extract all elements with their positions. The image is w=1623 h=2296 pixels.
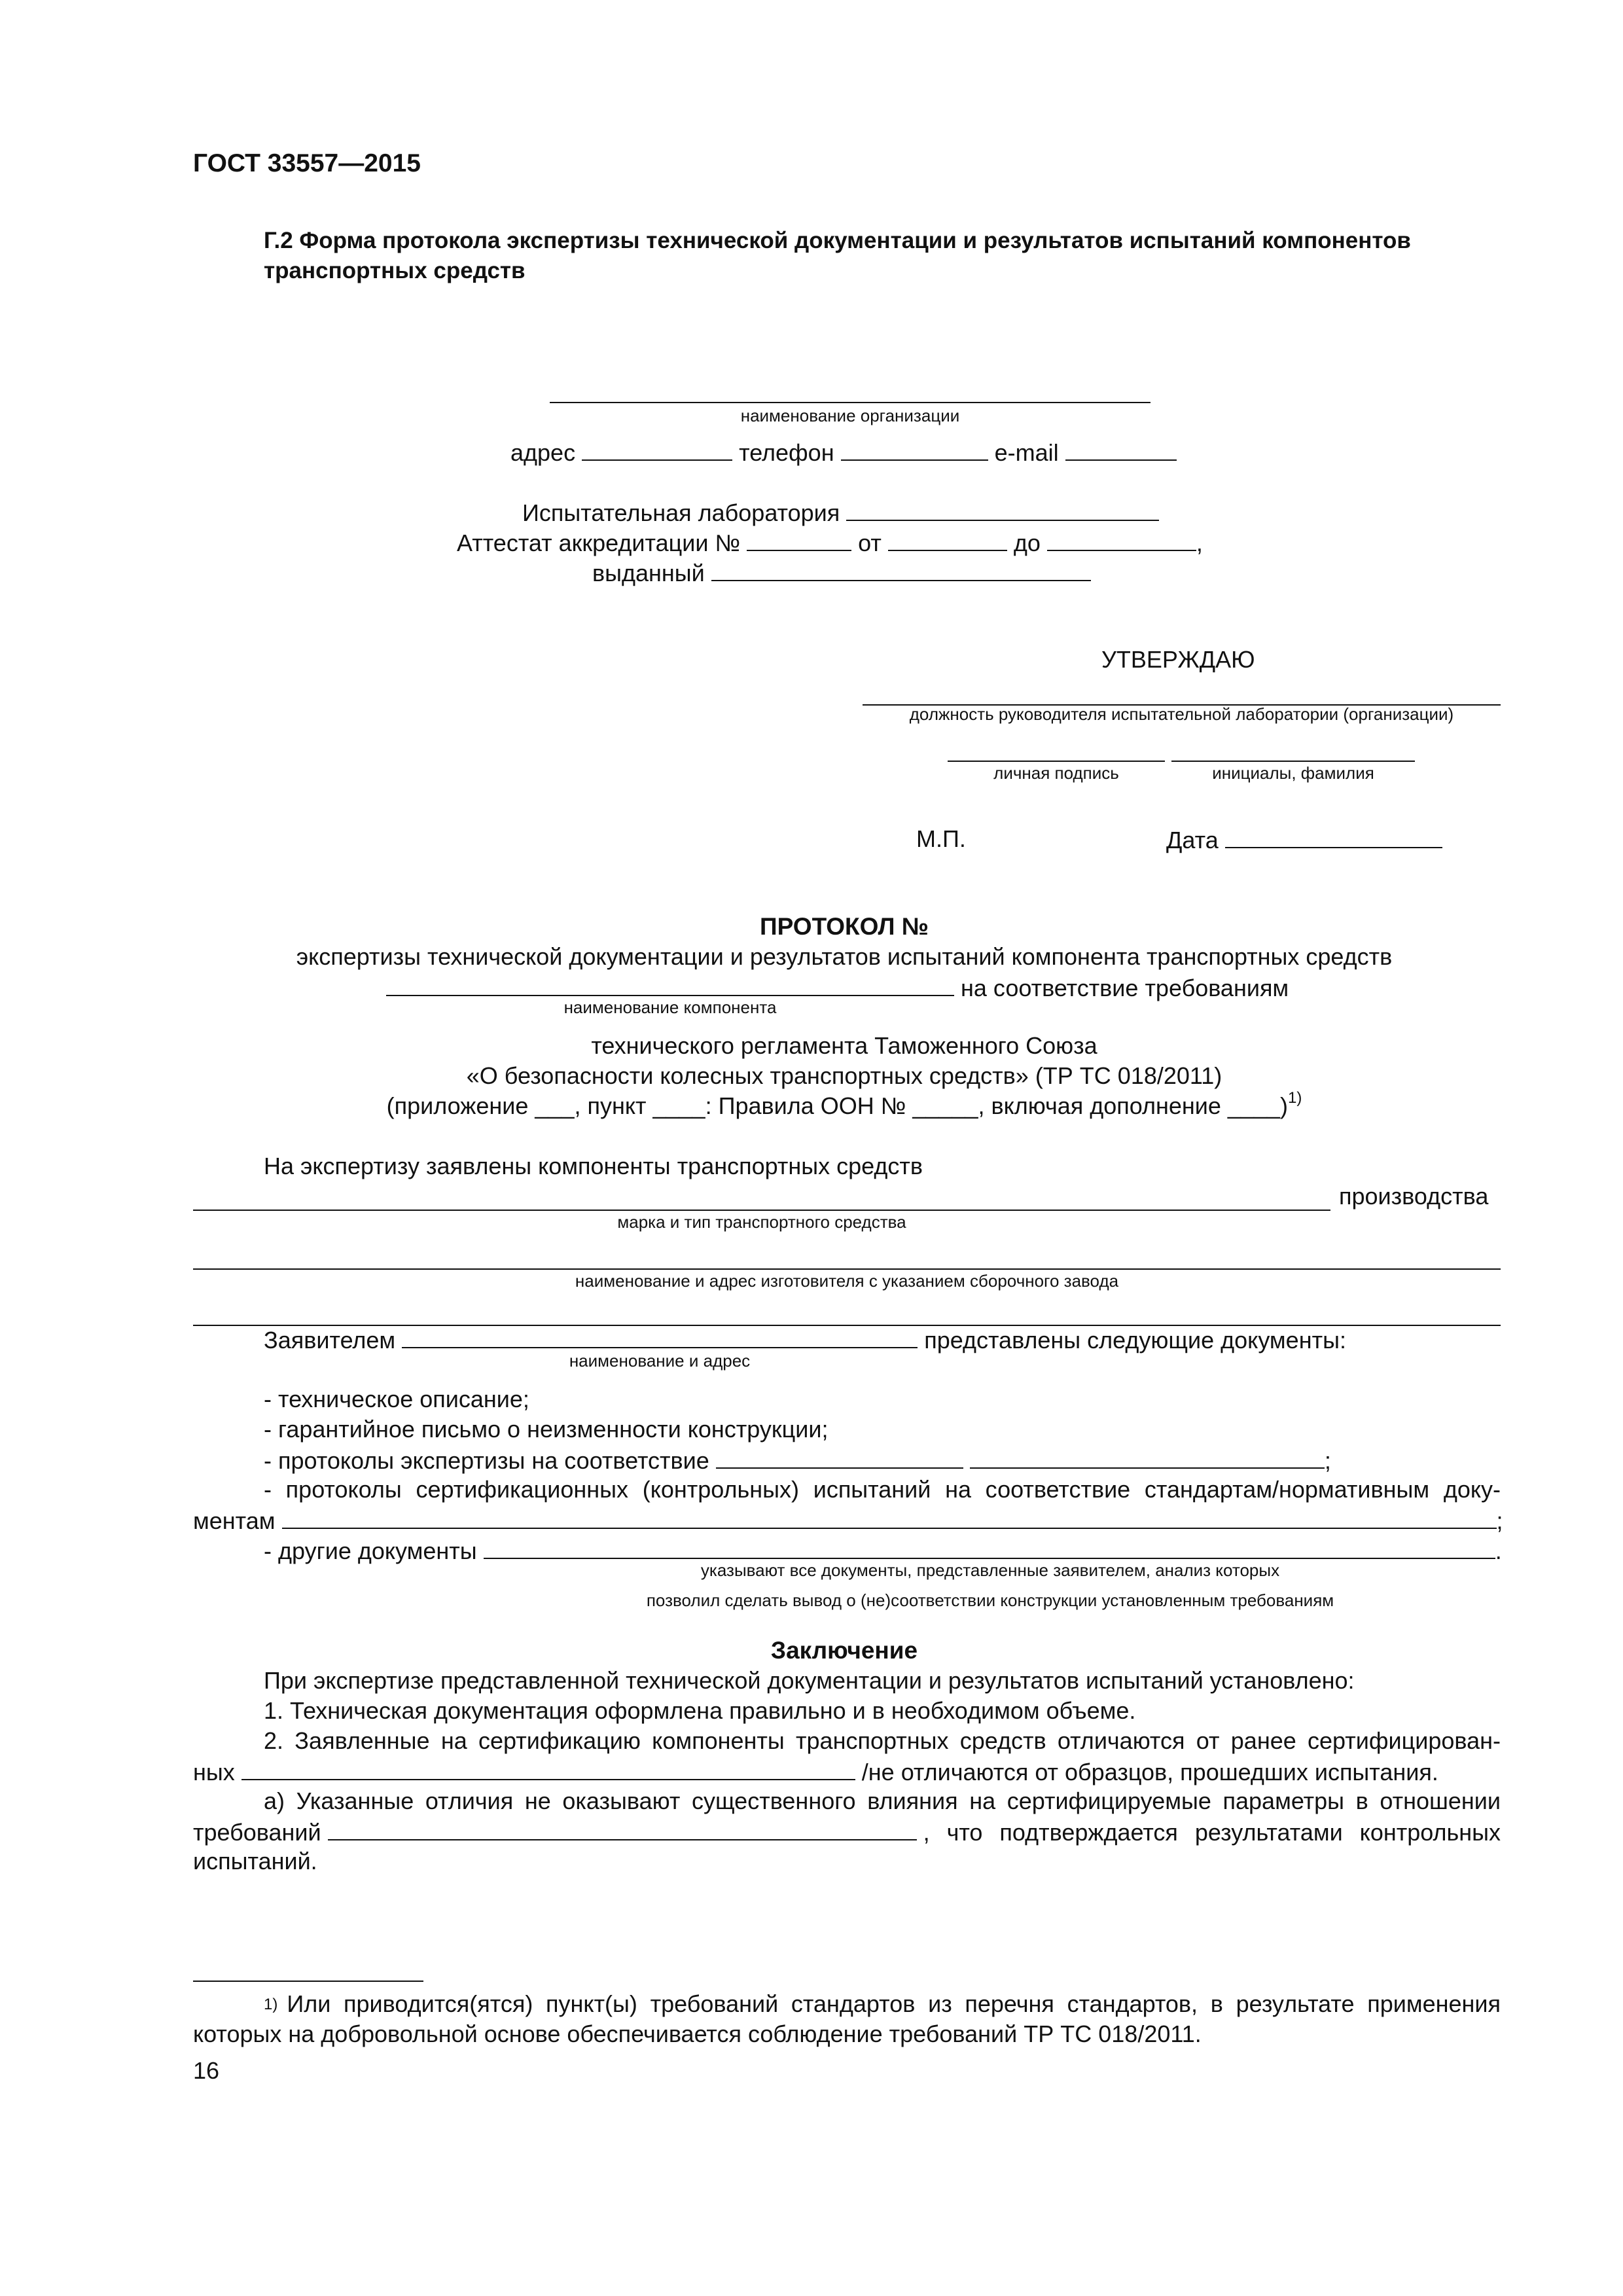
- footnote-line2: которых на добровольной основе обеспечивается соблюдение требований ТР ТС 018/2011.: [193, 2020, 1202, 2047]
- phone-label: телефон: [739, 439, 834, 466]
- conclusion-p4-line2: требований , что подтверждается результатами контрольных: [193, 1817, 1501, 1847]
- position-caption: должность руководителя испытательной лаборатории (организации): [909, 704, 1454, 724]
- accreditation-to-field[interactable]: [1047, 528, 1196, 551]
- production-label: производства: [1339, 1183, 1489, 1210]
- accreditation-label: Аттестат аккредитации №: [457, 529, 741, 556]
- address-label: адрес: [510, 439, 576, 466]
- appendix-text: (приложение ___, пункт ____: Правила ООН № _____, включая дополнение ____): [386, 1092, 1289, 1119]
- conclusion-p4-line3: испытаний.: [193, 1848, 317, 1874]
- footnote-divider: [193, 1981, 423, 1982]
- component-field[interactable]: [386, 973, 954, 996]
- doc-item-3-label: - протоколы экспертизы на соответствие: [264, 1447, 709, 1474]
- doc-item-5-label: - другие документы: [264, 1537, 477, 1564]
- protocol-subtitle: экспертизы технической документации и результатов испытаний компонента транспортных средств: [296, 943, 1393, 970]
- initials-caption: инициалы, фамилия: [1212, 763, 1374, 783]
- other-docs-field[interactable]: [484, 1535, 1495, 1559]
- signature-line[interactable]: [948, 761, 1165, 762]
- seal-label: М.П.: [916, 825, 966, 852]
- date-row: [1166, 825, 1442, 855]
- doc-item-4-line1: - протоколы сертификационных (контрольных) испытаний на соответствие стандартам/нормативным доку-: [264, 1476, 1501, 1503]
- vehicle-caption: марка и тип транспортного средства: [617, 1212, 906, 1232]
- lab-field[interactable]: [846, 497, 1159, 521]
- to-label: до: [1013, 529, 1041, 556]
- issued-row: [592, 558, 1091, 588]
- email-label: e-mail: [994, 439, 1059, 466]
- org-name-caption: наименование организации: [740, 406, 960, 425]
- applicant-label: Заявителем: [264, 1327, 396, 1354]
- difference-field[interactable]: [241, 1757, 855, 1780]
- doc-item-5: - другие документы .: [264, 1535, 1502, 1566]
- conclusion-p1: При экспертизе представленной технической документации и результатов испытаний установлено:: [264, 1667, 1355, 1694]
- manufacturer-caption: наименование и адрес изготовителя с указанием сборочного завода: [575, 1271, 1119, 1291]
- component-caption: наименование компонента: [563, 997, 777, 1017]
- docs-caption-line2: позволил сделать вывод о (не)соответствии конструкции установленным требованиям: [646, 1590, 1334, 1610]
- conclusion-p3-line2: ных /не отличаются от образцов, прошедших испытания.: [193, 1757, 1438, 1787]
- appendix-line: [0, 1089, 1623, 1121]
- email-field[interactable]: [1065, 437, 1177, 461]
- doc-item-1: - техническое описание;: [264, 1386, 529, 1412]
- doc-code: ГОСТ 33557—2015: [193, 149, 421, 177]
- from-label: от: [858, 529, 882, 556]
- vehicle-line[interactable]: [193, 1210, 1330, 1211]
- normative-docs-field[interactable]: [282, 1505, 1497, 1529]
- doc-item-3: - протоколы экспертизы на соответствие ;: [264, 1445, 1331, 1475]
- issued-label: выданный: [592, 560, 705, 586]
- conclusion-title: Заключение: [770, 1637, 918, 1664]
- expertise-standard-field-2[interactable]: [970, 1445, 1325, 1469]
- phone-field[interactable]: [841, 437, 988, 461]
- doc-item-4-label: ментам: [193, 1507, 276, 1534]
- footnote-line1: $^{1)}$ Или приводится(ятся) пункт(ы) требований стандартов из перечня стандартов, в результате применения: [264, 1990, 1501, 2017]
- signature-caption: личная подпись: [993, 763, 1119, 783]
- conclusion-p3-line1: 2. Заявленные на сертификацию компоненты транспортных средств отличаются от ранее сертифицирован-: [264, 1727, 1501, 1754]
- conclusion-p4-line1: а) Указанные отличия не оказывают существенного влияния на сертифицируемые параметры в отношении: [264, 1787, 1501, 1814]
- conclusion-p2: 1. Техническая документация оформлена правильно и в необходимом объеме.: [264, 1697, 1136, 1724]
- initials-line[interactable]: [1171, 761, 1415, 762]
- manufacturer-line1[interactable]: [193, 1268, 1501, 1270]
- date-label: Дата: [1166, 827, 1219, 853]
- section-title-line1: Г.2 Форма протокола экспертизы технической документации и результатов испытаний компонентов: [264, 228, 1411, 253]
- date-field[interactable]: [1225, 825, 1442, 848]
- section-title-line2: транспортных средств: [264, 258, 526, 283]
- accreditation-number-field[interactable]: [747, 528, 851, 551]
- expertise-standard-field-1[interactable]: [716, 1445, 963, 1469]
- footnote-ref: 1): [1288, 1089, 1302, 1107]
- accreditation-from-field[interactable]: [888, 528, 1007, 551]
- declared-label: На экспертизу заявлены компоненты транспортных средств: [264, 1153, 923, 1179]
- accreditation-row: Аттестат аккредитации № от до ,: [457, 528, 1203, 558]
- address-field[interactable]: [582, 437, 732, 461]
- contact-row: [510, 437, 1177, 467]
- compliance-label: на соответствие требованиям: [961, 975, 1289, 1001]
- protocol-title: ПРОТОКОЛ №: [760, 913, 929, 940]
- lab-row: [522, 497, 1159, 528]
- doc-item-2: - гарантийное письмо о неизменности конструкции;: [264, 1416, 829, 1443]
- issued-field[interactable]: [711, 558, 1091, 581]
- regulation-line2: «О безопасности колесных транспортных средств» (ТР ТС 018/2011): [466, 1062, 1222, 1089]
- regulation-line1: технического регламента Таможенного Союза: [591, 1032, 1097, 1059]
- requirements-field[interactable]: [328, 1817, 917, 1840]
- page-number: 16: [193, 2057, 220, 2084]
- approve-label: УТВЕРЖДАЮ: [1101, 646, 1255, 673]
- docs-caption-line1: указывают все документы, представленные заявителем, анализ которых: [700, 1560, 1280, 1580]
- applicant-caption: наименование и адрес: [569, 1351, 751, 1371]
- documents-label: представлены следующие документы:: [924, 1327, 1346, 1354]
- doc-item-4-line2: ментам ;: [193, 1505, 1503, 1535]
- org-name-line[interactable]: [550, 402, 1150, 403]
- lab-label: Испытательная лаборатория: [522, 499, 840, 526]
- applicant-field[interactable]: [402, 1325, 918, 1348]
